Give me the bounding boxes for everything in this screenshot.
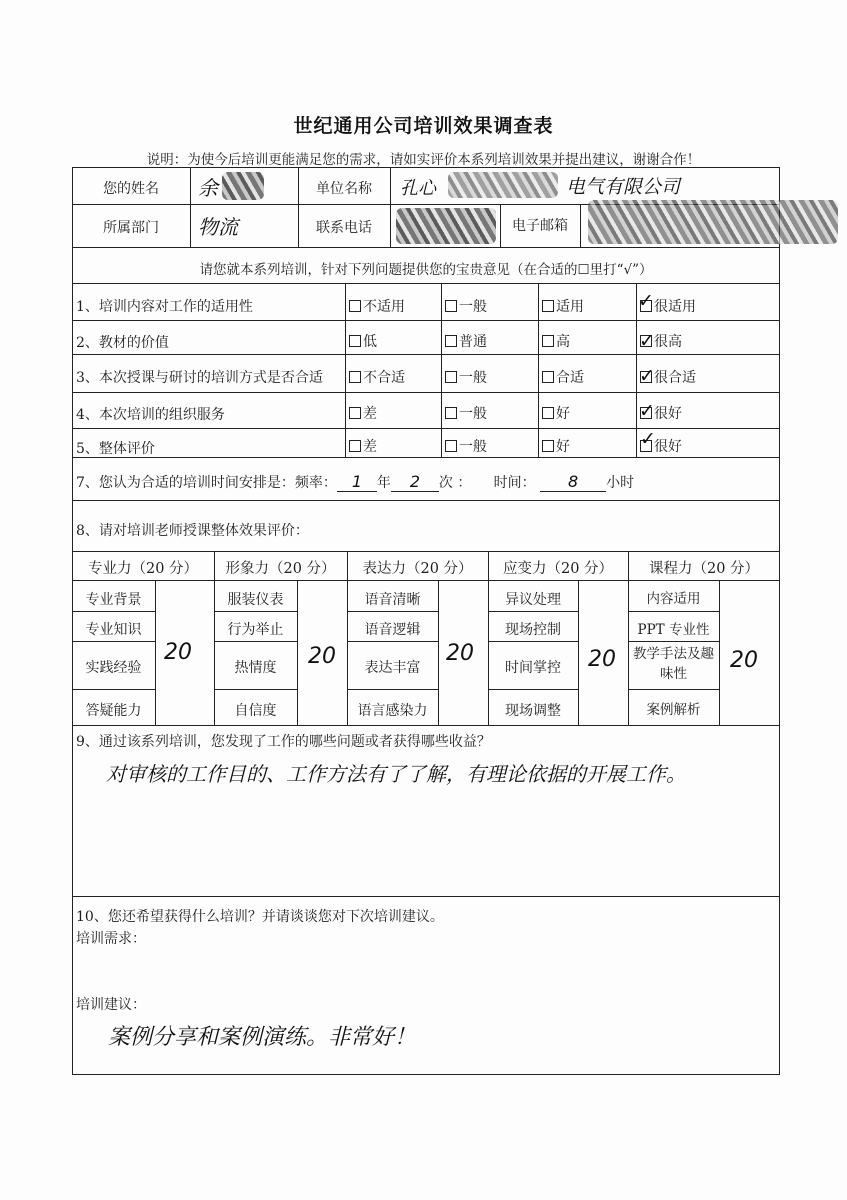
score-professional[interactable]: 20 <box>164 640 192 665</box>
form-title: 世纪通用公司培训效果调查表 <box>293 115 554 137</box>
checkbox[interactable] <box>542 335 554 347</box>
q1-option-3[interactable]: 适用 <box>542 296 584 316</box>
divider <box>347 641 438 642</box>
checkbox[interactable] <box>542 371 554 383</box>
group-header-image: 形象力（20 分） <box>225 561 336 577</box>
divider <box>72 354 780 355</box>
unit-label: 单位名称 <box>316 181 372 197</box>
divider <box>347 611 438 612</box>
needs-label: 培训需求： <box>76 931 146 947</box>
score-course[interactable]: 20 <box>730 648 758 673</box>
score-image[interactable]: 20 <box>308 644 336 669</box>
group-header-course: 课程力（20 分） <box>648 561 760 577</box>
criterion-item: 现场调整 <box>505 703 561 719</box>
checkbox[interactable] <box>542 300 554 312</box>
divider <box>580 204 581 247</box>
check-mark-icon: ✓ <box>638 290 654 312</box>
criterion-item: 实践经验 <box>85 660 142 676</box>
checkbox[interactable] <box>349 371 361 383</box>
divider <box>72 611 155 612</box>
q5-option-2[interactable]: 一般 <box>445 436 487 456</box>
divider <box>72 551 780 552</box>
divider <box>72 247 780 248</box>
q2-option-4[interactable]: 很高 <box>640 331 682 351</box>
q2-option-1[interactable]: 低 <box>349 331 377 351</box>
divider <box>628 641 719 642</box>
criterion-item: 语言感染力 <box>357 703 428 719</box>
group-header-expression: 表达力（20 分） <box>362 561 473 577</box>
criterion-item: 表达丰富 <box>364 660 421 676</box>
q5-option-3[interactable]: 好 <box>542 436 570 456</box>
q9-answer-field[interactable]: 对审核的工作目的、工作方法有了了解，有理论依据的开展工作。 <box>106 762 686 786</box>
divider <box>72 641 155 642</box>
name-label: 您的姓名 <box>103 181 159 197</box>
question-2-label: 2、教材的价值 <box>76 335 169 351</box>
q2-option-3[interactable]: 高 <box>542 331 570 351</box>
check-mark-icon: ✓ <box>639 365 655 387</box>
criterion-item: 行为举止 <box>227 622 284 638</box>
divider <box>347 689 438 690</box>
criterion-item: 答疑能力 <box>85 703 142 719</box>
redacted-unit <box>448 172 558 198</box>
criterion-item: PPT 专业性 <box>637 622 710 638</box>
checkbox[interactable] <box>445 440 457 452</box>
suggestion-field[interactable]: 案例分享和案例演练。非常好！ <box>108 1025 417 1050</box>
divider <box>488 611 578 612</box>
divider <box>72 392 780 393</box>
q3-option-4[interactable]: 很合适 <box>640 367 696 387</box>
q2-option-2[interactable]: 普通 <box>445 331 487 351</box>
criterion-item: 专业知识 <box>85 622 142 638</box>
q3-option-2[interactable]: 一般 <box>445 367 487 387</box>
q4-option-3[interactable]: 好 <box>542 403 570 423</box>
q3-option-3[interactable]: 合适 <box>542 367 584 387</box>
q3-option-1[interactable]: 不合适 <box>349 367 405 387</box>
group-header-adaptability: 应变力（20 分） <box>502 561 614 577</box>
divider <box>538 283 539 457</box>
divider <box>155 580 156 725</box>
divider <box>72 457 780 458</box>
q5-option-4[interactable]: 很好 <box>640 436 682 456</box>
criterion-item: 自信度 <box>234 703 277 719</box>
check-mark-icon: ✓ <box>640 428 656 450</box>
redacted-phone <box>396 208 496 244</box>
check-mark-icon: ✓ <box>639 330 655 352</box>
divider <box>72 500 780 501</box>
divider <box>390 167 391 247</box>
divider <box>488 641 578 642</box>
question-4-label: 4、本次培训的组织服务 <box>76 407 225 423</box>
question-1-label: 1、培训内容对工作的适用性 <box>76 299 253 315</box>
divider <box>72 725 780 726</box>
q7-row: 7、您认为合适的培训时间安排是：频率： 1 年 2 次 ： 时间： 8 小时 <box>76 472 635 491</box>
q1-option-1[interactable]: 不适用 <box>349 296 405 316</box>
checkbox[interactable] <box>445 371 457 383</box>
checkbox[interactable] <box>542 440 554 452</box>
divider <box>578 580 579 725</box>
frequency-years-field[interactable]: 1 <box>337 472 377 492</box>
criterion-item: 专业背景 <box>85 592 142 608</box>
criterion-item: 时间掌控 <box>505 660 561 676</box>
checkbox[interactable] <box>542 407 554 419</box>
email-label: 电子邮箱 <box>512 218 568 234</box>
phone-label: 联系电话 <box>316 220 372 236</box>
group-header-professional: 专业力（20 分） <box>87 561 199 577</box>
q1-option-4[interactable]: 很适用 <box>640 296 696 316</box>
criterion-item: 异议处理 <box>505 592 561 608</box>
score-adaptability[interactable]: 20 <box>588 647 616 672</box>
criterion-item: 现场控制 <box>505 622 561 638</box>
redacted-name <box>222 172 264 200</box>
divider <box>72 428 780 429</box>
divider <box>438 580 439 725</box>
q5-option-1[interactable]: 差 <box>349 436 377 456</box>
suggestion-label: 培训建议： <box>76 997 146 1013</box>
divider <box>628 689 719 690</box>
criterion-item: 内容适用 <box>646 591 701 607</box>
checkbox[interactable] <box>445 335 457 347</box>
divider <box>628 611 719 612</box>
redacted-email <box>588 200 838 244</box>
criterion-item: 语音清晰 <box>364 592 421 608</box>
divider <box>345 283 346 457</box>
unit-field-suffix[interactable]: 电气有限公司 <box>566 176 681 198</box>
divider <box>488 689 578 690</box>
q10-label: 10、您还希望获得什么培训？并请谈谈您对下次培训建议。 <box>76 909 444 925</box>
dept-field[interactable]: 物流 <box>198 215 238 239</box>
criterion-item: 热情度 <box>234 660 277 676</box>
criterion-item: 教学手法及趣味性 <box>633 646 714 682</box>
divider <box>214 689 297 690</box>
checkbox[interactable] <box>445 407 457 419</box>
check-mark-icon: ✓ <box>639 400 655 422</box>
question-5-label: 5、整体评价 <box>76 441 155 457</box>
criterion-item: 案例解析 <box>646 702 701 718</box>
divider <box>190 167 191 247</box>
q4-option-2[interactable]: 一般 <box>445 403 487 423</box>
checkbox[interactable] <box>349 440 361 452</box>
unit-field-prefix[interactable]: 孔心 <box>400 178 436 199</box>
instruction-text: 请您就本系列培训，针对下列问题提供您的宝贵意见（在合适的☐里打“√”） <box>199 262 653 278</box>
criterion-item: 语音逻辑 <box>364 622 421 638</box>
q1-option-2[interactable]: 一般 <box>445 296 487 316</box>
name-field[interactable]: 余 <box>198 176 218 200</box>
q8-label: 8、请对培训老师授课整体效果评价： <box>76 523 309 539</box>
checkbox[interactable] <box>349 407 361 419</box>
divider <box>72 896 780 897</box>
divider <box>72 283 780 284</box>
frequency-times-field[interactable]: 2 <box>391 472 439 492</box>
checkbox[interactable] <box>445 300 457 312</box>
checkbox[interactable] <box>349 335 361 347</box>
q9-label: 9、通过该系列培训，您发现了工作的哪些问题或者获得哪些收益？ <box>76 734 491 750</box>
dept-label: 所属部门 <box>103 220 159 236</box>
q4-option-4[interactable]: 很好 <box>640 403 682 423</box>
divider <box>297 580 298 725</box>
divider <box>72 689 155 690</box>
divider <box>636 283 637 457</box>
divider <box>72 580 780 581</box>
checkbox[interactable] <box>349 300 361 312</box>
score-expression[interactable]: 20 <box>446 641 474 666</box>
question-3-label: 3、本次授课与研讨的培训方式是否合适 <box>76 370 323 386</box>
divider <box>72 320 780 321</box>
divider <box>441 283 442 457</box>
divider <box>214 611 297 612</box>
form-note: 说明：为使今后培训更能满足您的需求，请如实评价本系列培训效果并提出建议，谢谢合作！ <box>146 152 701 168</box>
divider <box>214 641 297 642</box>
criterion-item: 服装仪表 <box>227 592 284 608</box>
q4-option-1[interactable]: 差 <box>349 403 377 423</box>
hours-field[interactable]: 8 <box>540 472 606 492</box>
divider <box>719 580 720 725</box>
